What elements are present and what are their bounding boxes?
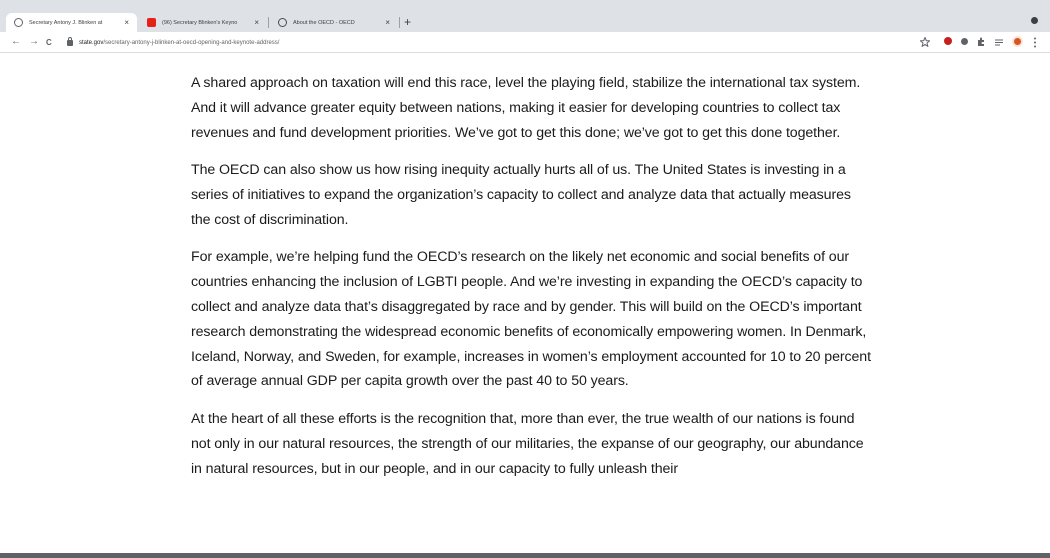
article-paragraph: The OECD can also show us how rising inequity actually hurts all of us. The United States is investing in a series of initiatives to expand the organization’s capacity to collect and analyze data that actually measures the cost of discrimination. bbox=[191, 162, 851, 228]
oecd-icon bbox=[278, 18, 287, 27]
tab-title: (96) Secretary Blinken's Keyno bbox=[162, 19, 238, 26]
address-bar[interactable] bbox=[62, 35, 972, 50]
extension-shield-icon[interactable] bbox=[961, 38, 968, 45]
tab-title: About the OECD - OECD bbox=[293, 19, 355, 26]
article-paragraph: For example, we’re helping fund the OECD’s research on the likely net economic and social benefits of our countries enhancing the inclusion of LGBTI people. And we’re investing in expanding the OECD’s capacity to collect and analyze data that’s disaggregated by race and by gender. This will build on the OECD’s important research demonstrating the widespread economic benefits of economically empowering women. In Denmark, Iceland, Norway, and Sweden, for example, increases in women’s employment accounted for 10 to 20 percent of average annual GDP per capita growth over the past 40 to 50 years. bbox=[191, 249, 871, 390]
window-bottom-border bbox=[0, 553, 1050, 558]
globe-icon bbox=[14, 18, 23, 27]
tab-blinken-article[interactable] bbox=[6, 13, 137, 32]
article-paragraph: A shared approach on taxation will end this race, level the playing field, stabilize the international tax system. And it will advance greater equity between nations, making it easier for developing countries to collect tax revenues and fund development priorities. We’ve got to get this done; we’ve got to get this done together. bbox=[191, 75, 861, 141]
tab-youtube-keynote[interactable] bbox=[139, 13, 267, 32]
article-body bbox=[191, 71, 871, 494]
tab-about-oecd[interactable] bbox=[270, 13, 398, 32]
new-tab-button[interactable]: + bbox=[404, 15, 412, 29]
tab-separator bbox=[268, 17, 269, 28]
tab-strip bbox=[0, 0, 1050, 32]
tab-title: Secretary Antony J. Blinken at bbox=[29, 19, 103, 26]
forward-button[interactable]: → bbox=[29, 36, 39, 47]
close-icon[interactable]: × bbox=[254, 17, 259, 27]
reading-list-icon[interactable] bbox=[994, 37, 1004, 47]
lock-icon[interactable] bbox=[67, 40, 73, 46]
reload-button[interactable]: C bbox=[46, 38, 52, 47]
tab-separator bbox=[399, 17, 400, 28]
browser-toolbar bbox=[0, 32, 1050, 53]
article-paragraph: At the heart of all these efforts is the recognition that, more than ever, the true wealth of our nations is found not only in our natural resources, the strength of our militaries, the expanse of our geography, our abundance in natural resources, but in our people, and in our capacity to fully unleash their bbox=[191, 410, 864, 477]
tab-search-icon[interactable] bbox=[1031, 17, 1038, 24]
star-icon[interactable] bbox=[920, 37, 930, 47]
close-icon[interactable]: × bbox=[385, 17, 390, 27]
back-button[interactable]: ← bbox=[11, 36, 21, 47]
extension-red-icon[interactable] bbox=[944, 37, 952, 45]
close-icon[interactable]: × bbox=[124, 17, 129, 27]
url-host: state.gov bbox=[79, 39, 104, 46]
puzzle-icon[interactable] bbox=[976, 37, 986, 47]
youtube-icon bbox=[147, 18, 156, 27]
avatar[interactable] bbox=[1012, 36, 1023, 47]
url-path: /secretary-antony-j-blinken-at-oecd-opening-and-keynote-address/ bbox=[103, 39, 280, 46]
kebab-menu-icon[interactable] bbox=[1033, 37, 1037, 48]
